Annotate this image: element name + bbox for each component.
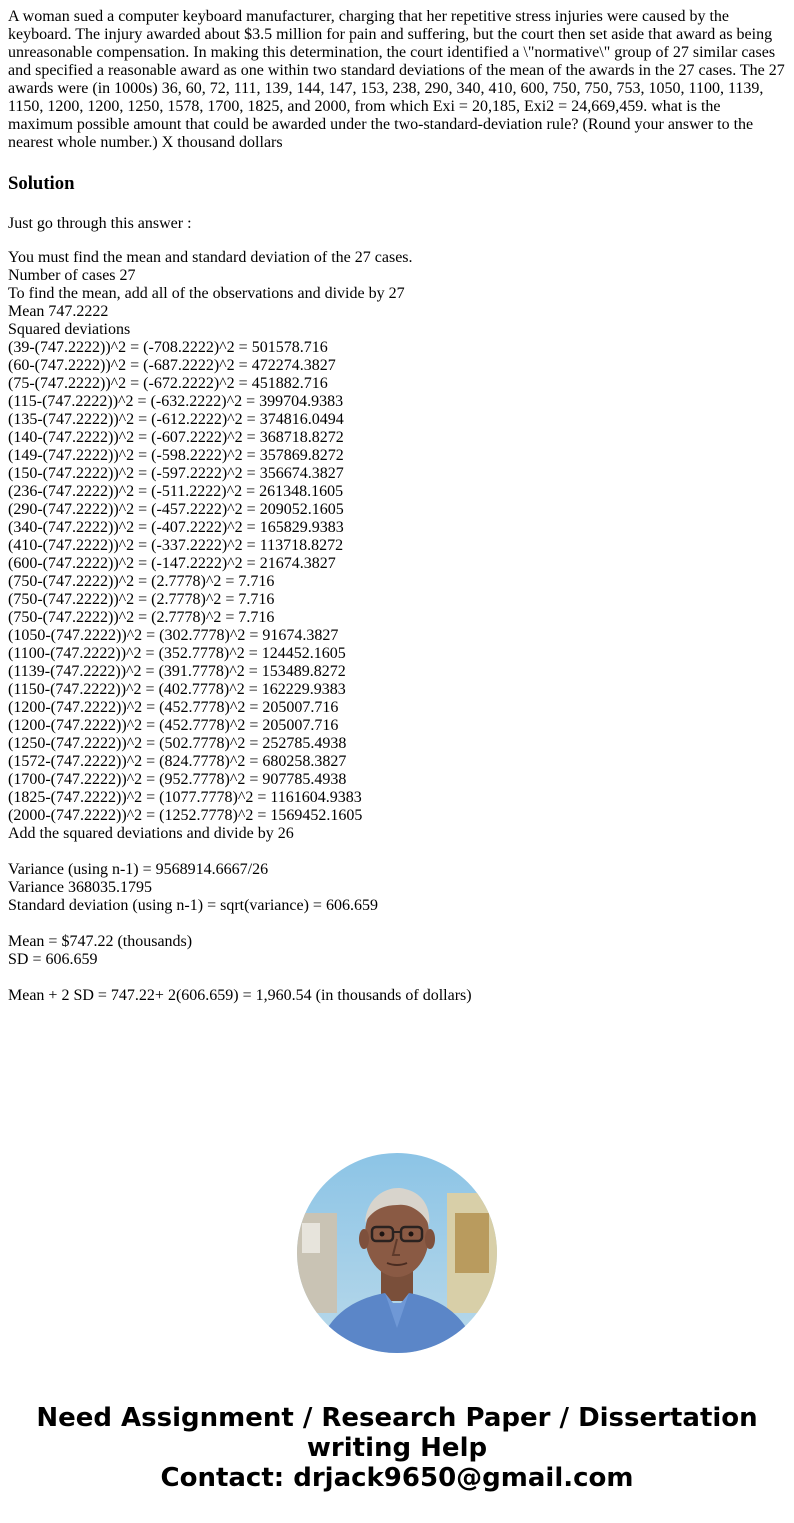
- solution-line: (1572-(747.2222))^2 = (824.7778)^2 = 680258.3827: [8, 753, 347, 770]
- solution-line: (750-(747.2222))^2 = (2.7778)^2 = 7.716: [8, 573, 275, 590]
- solution-line: Mean = $747.22 (thousands): [8, 933, 193, 950]
- solution-line: (60-(747.2222))^2 = (-687.2222)^2 = 472274.3827: [8, 357, 336, 374]
- solution-line: (410-(747.2222))^2 = (-337.2222)^2 = 113718.8272: [8, 537, 344, 554]
- solution-line: (750-(747.2222))^2 = (2.7778)^2 = 7.716: [8, 591, 275, 608]
- solution-line: Add the squared deviations and divide by 26: [8, 825, 294, 842]
- solution-line: Variance 368035.1795: [8, 879, 152, 896]
- solution-line: (1100-(747.2222))^2 = (352.7778)^2 = 124452.1605: [8, 645, 346, 662]
- solution-line: Variance (using n-1) = 9568914.6667/26: [8, 861, 269, 878]
- solution-line: Standard deviation (using n-1) = sqrt(variance) = 606.659: [8, 897, 378, 914]
- solution-line: (1139-(747.2222))^2 = (391.7778)^2 = 153489.8272: [8, 663, 346, 680]
- question-text: A woman sued a computer keyboard manufacturer, charging that her repetitive stress injuries were caused by the keyboard. The injury awarded about $3.5 million for pain and suffering, but the court then set aside that award as being unreasonable compensation. In making this determination, the court identified a \"normative\" group of 27 similar cases and specified a reasonable award as one within two standard deviations of the mean of the awards in the 27 cases. The 27 awards were (in 1000s) 36, 60, 72, 111, 139, 144, 147, 153, 238, 290, 340, 410, 600, 750, 750, 753, 1050, 1100, 1139, 1150, 1200, 1200, 1250, 1578, 1700, 1825, and 2000, from which Exi = 20,185, Exi2 = 24,669,459. what is the maximum possible amount that could be awarded under the two-standard-deviation rule? (Round your answer to the nearest whole number.) X thousand dollars: [8, 8, 785, 151]
- solution-line: You must find the mean and standard deviation of the 27 cases.: [8, 249, 413, 266]
- promo-contact: Contact: drjack9650@gmail.com: [160, 1463, 634, 1493]
- solution-line: (1250-(747.2222))^2 = (502.7778)^2 = 252785.4938: [8, 735, 347, 752]
- solution-line: [8, 843, 786, 861]
- solution-body: [8, 249, 786, 1005]
- solution-line: (39-(747.2222))^2 = (-708.2222)^2 = 501578.716: [8, 339, 328, 356]
- solution-line: (75-(747.2222))^2 = (-672.2222)^2 = 451882.716: [8, 375, 328, 392]
- solution-line: [8, 915, 786, 933]
- solution-line: (140-(747.2222))^2 = (-607.2222)^2 = 368718.8272: [8, 429, 344, 446]
- solution-line: (1150-(747.2222))^2 = (402.7778)^2 = 162229.9383: [8, 681, 346, 698]
- solution-line: (149-(747.2222))^2 = (-598.2222)^2 = 357869.8272: [8, 447, 344, 464]
- solution-intro: Just go through this answer :: [8, 215, 192, 232]
- solution-line: (135-(747.2222))^2 = (-612.2222)^2 = 374816.0494: [8, 411, 344, 428]
- tutor-avatar: [297, 1153, 497, 1353]
- solution-line: To find the mean, add all of the observations and divide by 27: [8, 285, 405, 302]
- promo-banner: [0, 1403, 794, 1493]
- solution-line: (1200-(747.2222))^2 = (452.7778)^2 = 205007.716: [8, 699, 339, 716]
- promo-line-1: Need Assignment / Research Paper / Dissertation: [36, 1403, 758, 1433]
- solution-line: Squared deviations: [8, 321, 131, 338]
- solution-line: (1200-(747.2222))^2 = (452.7778)^2 = 205007.716: [8, 717, 339, 734]
- promo-line-2: writing Help: [306, 1433, 488, 1463]
- solution-line: (340-(747.2222))^2 = (-407.2222)^2 = 165829.9383: [8, 519, 344, 536]
- tutor-portrait-photo-icon: [297, 1153, 497, 1353]
- solution-line: (236-(747.2222))^2 = (-511.2222)^2 = 261348.1605: [8, 483, 344, 500]
- solution-line: (1825-(747.2222))^2 = (1077.7778)^2 = 1161604.9383: [8, 789, 362, 806]
- solution-line: (1700-(747.2222))^2 = (952.7778)^2 = 907785.4938: [8, 771, 347, 788]
- solution-line: Mean + 2 SD = 747.22+ 2(606.659) = 1,960.54 (in thousands of dollars): [8, 987, 472, 1004]
- solution-line: Number of cases 27: [8, 267, 136, 284]
- solution-line: (1050-(747.2222))^2 = (302.7778)^2 = 91674.3827: [8, 627, 339, 644]
- solution-line: SD = 606.659: [8, 951, 98, 968]
- solution-line: (2000-(747.2222))^2 = (1252.7778)^2 = 1569452.1605: [8, 807, 363, 824]
- solution-line: (115-(747.2222))^2 = (-632.2222)^2 = 399704.9383: [8, 393, 344, 410]
- solution-line: Mean 747.2222: [8, 303, 109, 320]
- solution-line: [8, 969, 786, 987]
- solution-line: (290-(747.2222))^2 = (-457.2222)^2 = 209052.1605: [8, 501, 344, 518]
- solution-line: (600-(747.2222))^2 = (-147.2222)^2 = 21674.3827: [8, 555, 336, 572]
- solution-line: (150-(747.2222))^2 = (-597.2222)^2 = 356674.3827: [8, 465, 344, 482]
- solution-line: (750-(747.2222))^2 = (2.7778)^2 = 7.716: [8, 609, 275, 626]
- solution-heading: Solution: [8, 173, 75, 194]
